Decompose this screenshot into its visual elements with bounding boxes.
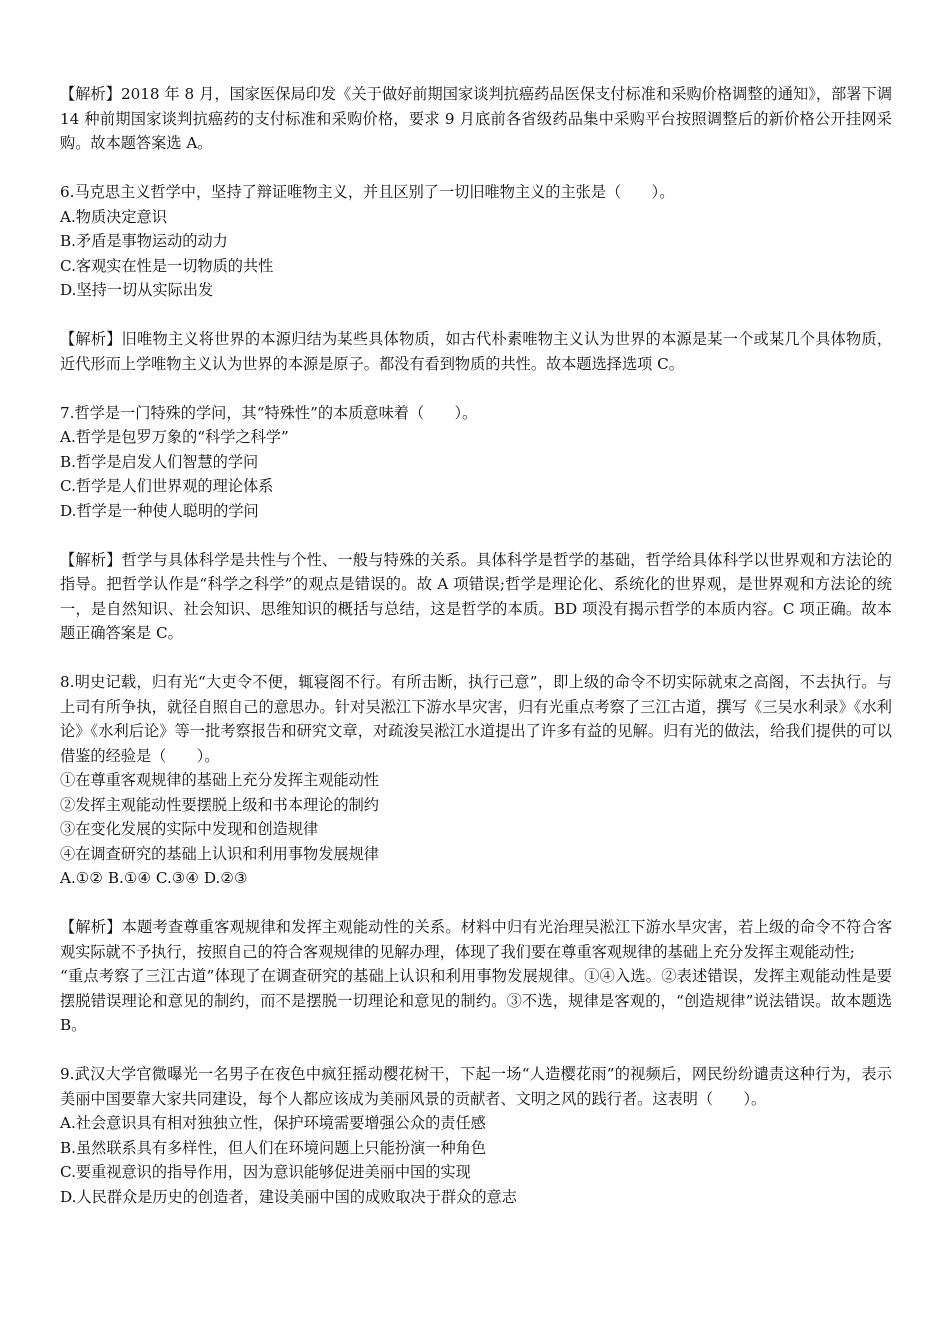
option-c: C.客观实在性是一切物质的共性 bbox=[60, 256, 274, 275]
option-a: A.社会意识具有相对独独立性，保护环境需要增强公众的责任感 bbox=[60, 1114, 486, 1132]
option-a: A.物质决定意识 bbox=[60, 207, 167, 226]
question-stem: 7.哲学是一门特殊的学问，其“特殊性”的本质意味着（ ）。 bbox=[60, 403, 478, 422]
option-b: B.虽然联系具有多样性，但人们在环境问题上只能扮演一种角色 bbox=[60, 1138, 487, 1157]
statement-1: ①在尊重客观规律的基础上充分发挥主观能动性 bbox=[60, 771, 379, 789]
analysis-paragraph bbox=[60, 82, 892, 156]
analysis-continuation: “重点考察了三江古道”体现了在调查研究的基础上认识和利用事物发展规律。①④入选。②表述错误，发挥主观能动性是要摆脱错误理论和意见的制约，而不是摆脱一切理论和意见的制约。③不选，规律是客观的，“创造规律”说法错误。故本题选 B。 bbox=[60, 967, 892, 1034]
statement-2: ②发挥主观能动性要摆脱上级和书本理论的制约 bbox=[60, 795, 379, 814]
analysis-paragraph bbox=[60, 548, 892, 646]
analysis-text: 本题考查尊重客观规律和发挥主观能动性的关系。材料中归有光治理吴淞江下游水旱灾害，若上级的命令不符合客观实际就不予执行，按照自己的符合客观规律的见解办理，体现了我们要在尊重客观规律的基础上充分发挥主观能动性; bbox=[60, 918, 893, 961]
option-c: C.哲学是人们世界观的理论体系 bbox=[60, 477, 274, 495]
analysis-paragraph bbox=[60, 327, 892, 376]
option-a: A.哲学是包罗万象的“科学之科学” bbox=[60, 428, 289, 446]
document-page bbox=[60, 82, 892, 1209]
option-d: D.哲学是一种使人聪明的学问 bbox=[60, 501, 259, 520]
question-stem: 8.明史记载，归有光“大吏令不便，辄寝阁不行。有所击断，执行己意”，即上级的命令不切实际就束之高阁，不去执行。与上司有所争执，就径自照自己的意思办。针对吴淞江下游水旱灾害，归有光重点考察了三江古道，撰写《三吴水利录》《水利论》《水利后论》等一批考察报告和研究文章，对疏浚吴淞江水道提出了许多有益的见解。归有光的做法，给我们提供的可以借鉴的经验是（ ）。 bbox=[60, 673, 892, 765]
analysis-tag: 【 解析 】 bbox=[60, 551, 122, 569]
option-d: D.坚持一切从实际出发 bbox=[60, 281, 214, 299]
analysis-text: 2018 年 8 月，国家医保局印发《关于做好前期国家谈判抗癌药品医保支付标准和采购价格调整的通知》，部署下调 14 种前期国家谈判抗癌药的支付标准和采购价格，要求 9 月底前各省级药品集中采购平台按照调整后的新价格公开挂网采购。故本题答案选 A。 bbox=[60, 85, 893, 152]
option-d: D.人民群众是历史的创造者，建设美丽中国的成败取决于群众的意志 bbox=[60, 1187, 517, 1206]
analysis-text: 旧唯物主义将世界的本源归结为某些具体物质，如古代朴素唯物主义认为世界的本源是某一个或某几个具体物质，近代形而上学唯物主义认为世界的本源是原子。都没有看到物质的共性。故本题选择选项 C。 bbox=[60, 330, 893, 373]
analysis-tag: 【 解析 】 bbox=[60, 918, 122, 936]
analysis-paragraph bbox=[60, 915, 892, 964]
question-stem: 6.马克思主义哲学中，坚持了辩证唯物主义，并且区别了一切旧唯物主义的主张是（ ）。 bbox=[60, 183, 675, 201]
analysis-tag: 【 解析 】 bbox=[60, 330, 122, 348]
option-c: C.要重视意识的指导作用，因为意识能够促进美丽中国的实现 bbox=[60, 1163, 471, 1181]
question-stem: 9.武汉大学官微曝光一名男子在夜色中疯狂摇动樱花树干，下起一场“人造樱花雨”的视频后，网民纷纷谴责这种行为，表示美丽中国要靠大家共同建设，每个人都应该成为美丽风景的贡献者、文明之风的践行者。这表明（ ）。 bbox=[60, 1065, 892, 1108]
answer-options: A.①② B.①④ C.③④ D.②③ bbox=[60, 869, 248, 887]
analysis-tag: 【 解析 】 bbox=[60, 85, 121, 103]
option-b: B.哲学是启发人们智慧的学问 bbox=[60, 452, 259, 471]
statement-3: ③在变化发展的实际中发现和创造规律 bbox=[60, 820, 319, 838]
statement-4: ④在调查研究的基础上认识和利用事物发展规律 bbox=[60, 844, 379, 863]
analysis-text: 哲学与具体科学是共性与个性、一般与特殊的关系。具体科学是哲学的基础，哲学给具体科学以世界观和方法论的指导。把哲学认作是“科学之科学”的观点是错误的。故 A 项错误;哲学是理论化、系统化的世界观，是世界观和方法论的统一，是自然知识、社会知识、思维知识的概括与总结，这是哲学的本质。BD 项没有揭示哲学的本质内容。C 项正确。故本题正确答案是 C。 bbox=[60, 550, 893, 642]
option-b: B.矛盾是事物运动的动力 bbox=[60, 232, 228, 250]
